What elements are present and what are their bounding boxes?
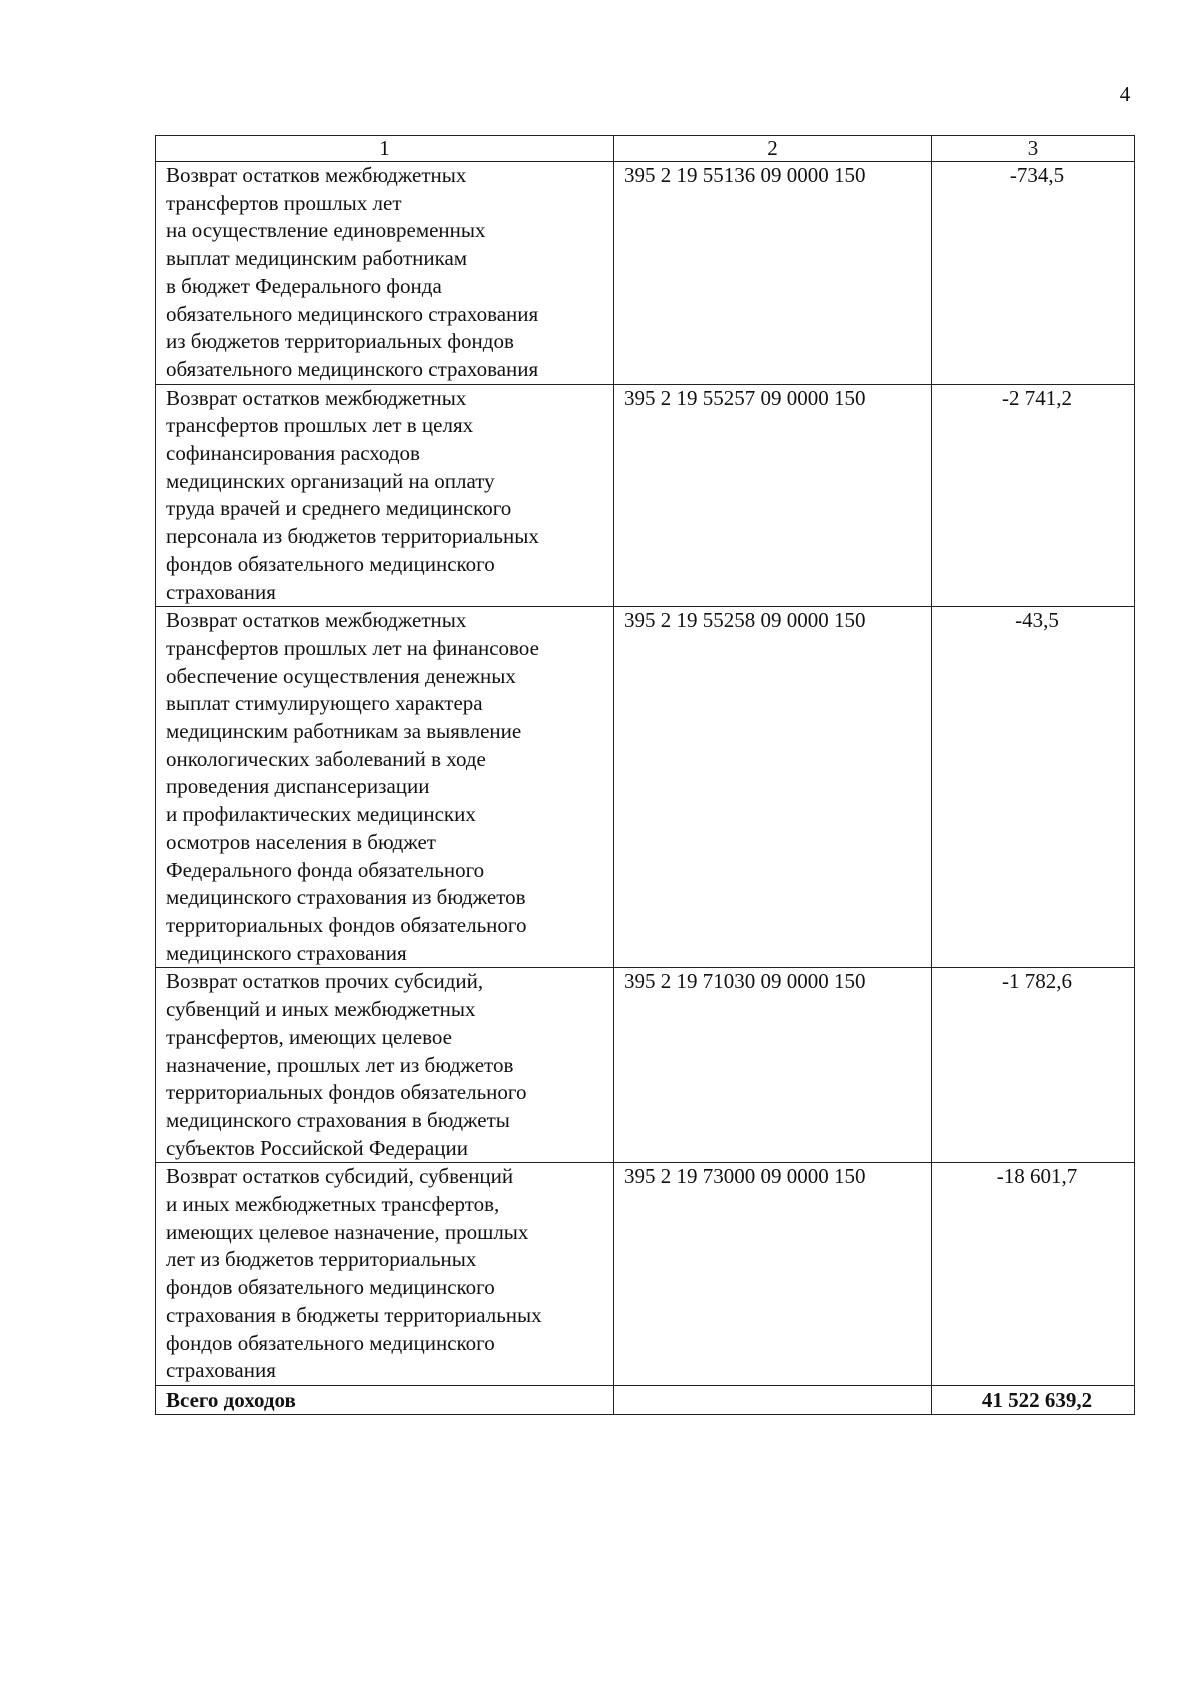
row-budget-code: 395 2 19 55258 09 0000 150 xyxy=(614,607,932,968)
row-description: Возврат остатков прочих субсидий, субвенций и иных межбюджетных трансфертов, имеющих целевое назначение, прошлых лет из бюджетов территориальных фондов обязательного медицинского страхования в бюджеты субъектов Российской Федерации xyxy=(156,968,614,1163)
page-number: 4 xyxy=(1119,82,1131,106)
table-row xyxy=(156,384,1135,607)
row-amount: -734,5 xyxy=(932,162,1135,385)
row-budget-code: 395 2 19 55136 09 0000 150 xyxy=(614,162,932,385)
row-amount: -43,5 xyxy=(932,607,1135,968)
row-description: Возврат остатков межбюджетных трансфертов прошлых лет на осуществление единовременных выплат медицинским работникам в бюджет Федерального фонда обязательного медицинского страхования из бюджетов территориальных фондов обязательного медицинского страхования xyxy=(156,162,614,385)
row-description: Возврат остатков субсидий, субвенций и иных межбюджетных трансфертов, имеющих целевое назначение, прошлых лет из бюджетов территориальных фондов обязательного медицинского страхования в бюджеты территориальных фондов обязательного медицинского страхования xyxy=(156,1163,614,1386)
row-description: Возврат остатков межбюджетных трансфертов прошлых лет на финансовое обеспечение осуществления денежных выплат стимулирующего характера медицинским работникам за выявление онкологических заболеваний в ходе проведения диспансеризации и профилактических медицинских осмотров населения в бюджет Федерального фонда обязательного медицинского страхования из бюджетов территориальных фондов обязательного медицинского страхования xyxy=(156,607,614,968)
total-amount: 41 522 639,2 xyxy=(932,1385,1135,1414)
row-description: Возврат остатков межбюджетных трансфертов прошлых лет в целях софинансирования расходов медицинских организаций на оплату труда врачей и среднего медицинского персонала из бюджетов территориальных фондов обязательного медицинского страхования xyxy=(156,384,614,607)
total-row xyxy=(156,1385,1135,1414)
row-amount: -2 741,2 xyxy=(932,384,1135,607)
row-budget-code: 395 2 19 73000 09 0000 150 xyxy=(614,1163,932,1386)
column-header-3: 3 xyxy=(932,136,1135,162)
total-code xyxy=(614,1385,932,1414)
table-row xyxy=(156,607,1135,968)
column-header-2: 2 xyxy=(614,136,932,162)
table-row xyxy=(156,162,1135,385)
table-row xyxy=(156,1163,1135,1386)
row-amount: -1 782,6 xyxy=(932,968,1135,1163)
row-amount: -18 601,7 xyxy=(932,1163,1135,1386)
total-label: Всего доходов xyxy=(156,1385,614,1414)
row-budget-code: 395 2 19 55257 09 0000 150 xyxy=(614,384,932,607)
revenue-table xyxy=(155,135,1135,1415)
column-header-1: 1 xyxy=(156,136,614,162)
table-header-row xyxy=(156,136,1135,162)
table-row xyxy=(156,968,1135,1163)
row-budget-code: 395 2 19 71030 09 0000 150 xyxy=(614,968,932,1163)
